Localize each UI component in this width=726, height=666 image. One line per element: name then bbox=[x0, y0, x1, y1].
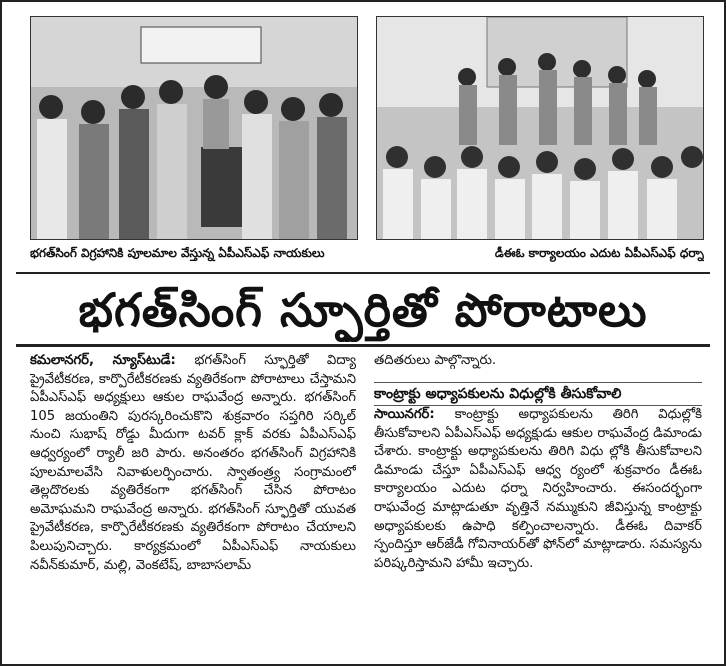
photo-apsf-dharna bbox=[376, 16, 704, 240]
story-bhagat-singh bbox=[30, 352, 356, 637]
photo-left-image bbox=[31, 17, 357, 239]
story2-subhead: కాంట్రాక్టు అధ్యాపకులను విధుల్లోకి తీసుకోవాలి bbox=[374, 382, 702, 406]
photo-caption-right: డీఈఓ కార్యాలయం ఎదుట ఏపీఎస్ఎఫ్ ధర్నా bbox=[494, 246, 704, 260]
divider-top bbox=[16, 272, 710, 274]
story1-dateline: కమలానగర్, న్యూస్‌టుడే: bbox=[30, 353, 195, 368]
story1-continuation: తదితరులు పాల్గొన్నారు. bbox=[374, 353, 497, 368]
headline: భగత్‌సింగ్ స్ఫూర్తితో పోరాటాలు bbox=[78, 283, 648, 337]
photo-right-image bbox=[377, 17, 703, 239]
photo-bhagat-singh-statue-garland bbox=[30, 16, 358, 240]
story-contract-lecturers bbox=[374, 406, 702, 638]
story2-body: కాంట్రాక్టు అధ్యాపకులను తిరిగి విధుల్లోకి తీసుకోవాలని ఏపీఎస్ఎఫ్ అధ్యక్షుడు ఆకుల రాఘవేంద్ర డిమాండు చేశారు. కాంట్రాక్టు అధ్యాపకులను తిరిగి విధు ల్లోకి తీసుకోవాలని డిమాండు చేస్తూ ఏపీఎస్ఎఫ్ ఆధ్వ ర్యంలో శుక్రవారం డీఈఓ కార్యాలయం ఎదుట ధర్నా నిర్వహించారు. ఈసందర్భంగా రాఘవేంద్ర మాట్లాడుతూ వృత్తినే నమ్ముకుని జీవిస్తున్న కాంట్రాక్టు అధ్యాపకులకు ఉపాధి కల్పించాలన్నారు. డీఈఓ దివాకర్ స్పందిస్తూ ఆర్‌జేడీ గోవినాయర్‌తో ఫోన్‌లో మాట్లాడారు. సమస్యను పరిష్కరిస్తామని హామీ ఇచ్చారు. bbox=[374, 407, 702, 571]
photo-caption-left: భగత్‌సింగ్ విగ్రహానికి పూలమాల వేస్తున్న ఏపీఎస్ఎఫ్ నాయకులు bbox=[30, 246, 325, 260]
story1-body: భగత్‌సింగ్ స్ఫూర్తితో విద్యా ప్రైవేటీకరణ, కార్పొరేటీకరణకు వ్యతిరేకంగా పోరాటాలు చేస్తామని ఏపీఎస్ఎఫ్ అధ్యక్షులు ఆకుల రాఘవేంద్ర అన్నారు. భగత్‌సింగ్ 105 జయంతిని పురస్కరించుకొని శుక్రవారం సప్తగిరి సర్కిల్ నుంచి సుభాష్ రోడ్డు మీదుగా టవర్ క్లాక్ వరకు ఏపీఎస్ఎఫ్ ఆధ్వర్యంలో ర్యాలీ జరి పారు. అనంతరం భగత్‌సింగ్ విగ్రహానికి పూలమాలవేసి నివాళులర్పించారు. స్వాతంత్ర్య సంగ్రామంలో తెల్లదొరలకు వ్యతిరేకంగా భగత్‌సింగ్ చేసిన పోరాటం అమోఘమని రాఘవేంద్ర అన్నారు. భగత్‌సింగ్ స్ఫూర్తితో యువత ప్రైవేటీకరణ, కార్పొరేటీకరణకు వ్యతిరేకంగా పోరాటం చేయాలని పిలుపునిచ్చారు. కార్యక్రమంలో ఏపీఎస్ఎఫ్ నాయకులు నవీన్‌కుమార్, మల్లి, వెంకటేష్, బాబాసలామ్ bbox=[30, 353, 356, 573]
divider-headline bbox=[16, 344, 710, 347]
story2-dateline: సాయినగర్: bbox=[374, 407, 455, 422]
